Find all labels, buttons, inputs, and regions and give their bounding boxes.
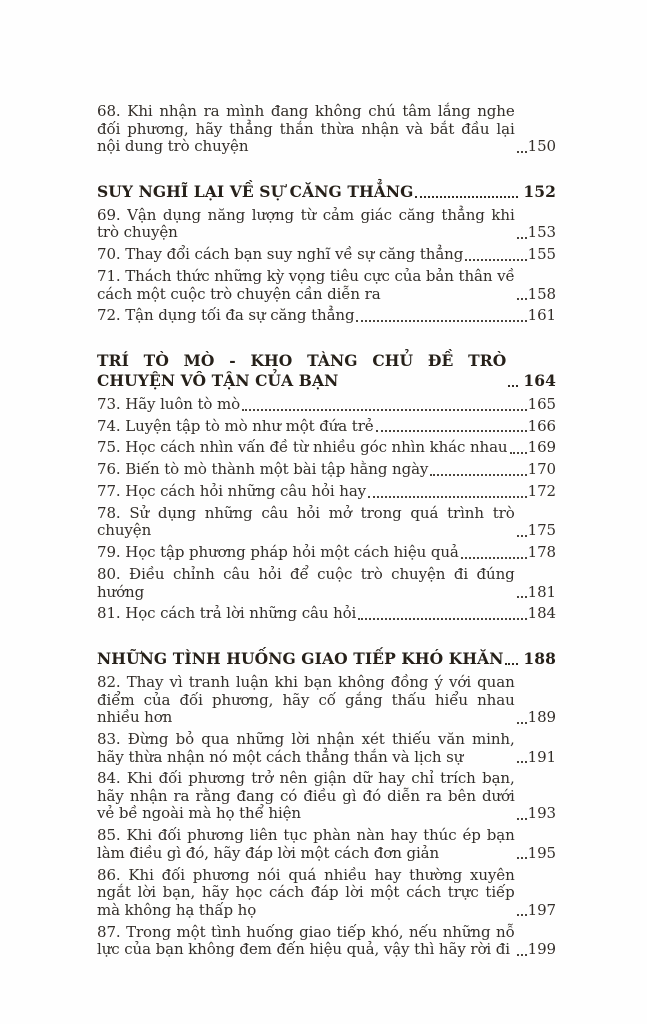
toc-entry-label: 70. Thay đổi cách bạn suy nghĩ về sự căng thẳng <box>97 245 464 264</box>
toc-section-page-number: 152 <box>523 181 556 201</box>
toc-entry <box>97 731 556 766</box>
toc-entry-label: 81. Học cách trả lời những câu hỏi <box>97 604 357 623</box>
toc-section <box>97 103 556 156</box>
toc-entry-label: 84. Khi đối phương trở nên giận dữ hay chỉ trích bạn, hãy nhận ra rằng đang có điều gì đó diễn ra bên dưới vẻ bề ngoài mà họ thể hiện <box>97 769 515 823</box>
toc-entry-label: 77. Học cách hỏi những câu hỏi hay <box>97 482 367 501</box>
toc-entry <box>97 268 556 303</box>
toc-entry-page-number: 199 <box>527 940 556 959</box>
toc-section-page-number: 188 <box>523 648 556 668</box>
toc-section-heading-label: NHỮNG TÌNH HUỐNG GIAO TIẾP KHÓ KHĂN <box>97 648 504 668</box>
toc-entry-label: 79. Học tập phương pháp hỏi một cách hiệu quả <box>97 543 459 562</box>
toc-entry-label: 87. Trong một tình huống giao tiếp khó, nếu những nỗ lực của bạn không đem đến hiệu quả, vậy thì hãy rời đi <box>97 922 515 959</box>
toc-entry <box>97 867 556 920</box>
dot-leader <box>415 196 518 198</box>
toc-entry-page-number: 150 <box>527 137 556 156</box>
toc-entry <box>97 827 556 862</box>
dot-leader <box>517 818 527 820</box>
toc-entry-page-number: 169 <box>527 438 556 457</box>
toc-entry <box>97 544 556 562</box>
toc-section-page-number: 164 <box>523 370 556 390</box>
dot-leader <box>517 151 527 153</box>
toc-entry-page-number: 165 <box>527 394 556 413</box>
toc-section-heading <box>97 351 556 391</box>
toc-entry-label: 68. Khi nhận ra mình đang không chú tâm lắng nghe đối phương, hãy thẳng thắn thừa nhận và bắt đầu lại nội dung trò chuyện <box>97 102 515 156</box>
dot-leader <box>517 761 527 763</box>
toc-entry <box>97 461 556 479</box>
dot-leader <box>358 618 526 620</box>
toc-entry-page-number: 191 <box>527 747 556 766</box>
toc-entry <box>97 439 556 457</box>
toc-entry-page-number: 197 <box>527 900 556 919</box>
toc-entry-page-number: 161 <box>527 306 556 325</box>
toc-entry-page-number: 170 <box>527 460 556 479</box>
toc-entry-page-number: 166 <box>527 416 556 435</box>
dot-leader <box>356 320 526 322</box>
dot-leader <box>465 259 526 261</box>
toc-entry-label: 73. Hãy luôn tò mò <box>97 394 241 413</box>
toc-entry-page-number: 184 <box>527 604 556 623</box>
table-of-contents <box>97 103 556 959</box>
dot-leader <box>510 452 527 454</box>
dot-leader <box>517 596 527 598</box>
toc-entry-label: 72. Tận dụng tối đa sự căng thẳng <box>97 306 355 325</box>
dot-leader <box>461 557 527 559</box>
toc-entry <box>97 770 556 823</box>
toc-entry-page-number: 189 <box>527 708 556 727</box>
toc-entry <box>97 246 556 264</box>
dot-leader <box>430 474 526 476</box>
dot-leader <box>517 857 527 859</box>
toc-entry-label: 86. Khi đối phương nói quá nhiều hay thường xuyên ngắt lời bạn, hãy học cách đáp lời một cách trực tiếp mà không hạ thấp họ <box>97 865 515 919</box>
toc-entry <box>97 924 556 959</box>
toc-entry <box>97 307 556 325</box>
dot-leader <box>242 409 527 411</box>
toc-section <box>97 649 556 959</box>
dot-leader <box>517 722 527 724</box>
toc-section-heading-label: TRÍ TÒ MÒ - KHO TÀNG CHỦ ĐỀ TRÒ CHUYỆN VÔ TẬN CỦA BẠN <box>97 350 507 390</box>
toc-entry-page-number: 155 <box>527 245 556 264</box>
toc-entry <box>97 396 556 414</box>
toc-entry-label: 71. Thách thức những kỳ vọng tiêu cực của bản thân về cách một cuộc trò chuyện cần diễn ra <box>97 266 515 303</box>
toc-entry-page-number: 153 <box>527 223 556 242</box>
dot-leader <box>505 663 518 665</box>
toc-entry-label: 85. Khi đối phương liên tục phàn nàn hay thúc ép bạn làm điều gì đó, hãy đáp lời một cách đơn giản <box>97 826 515 862</box>
toc-entry-label: 82. Thay vì tranh luận khi bạn không đồng ý với quan điểm của đối phương, hãy cố gắng thấu hiểu nhau nhiều hơn <box>97 672 515 727</box>
dot-leader <box>517 954 527 956</box>
toc-section-heading <box>97 182 556 202</box>
toc-entry <box>97 505 556 540</box>
toc-entry-label: 69. Vận dụng năng lượng từ cảm giác căng thẳng khi trò chuyện <box>97 205 515 242</box>
toc-section-heading <box>97 649 556 669</box>
toc-entry <box>97 483 556 501</box>
toc-entry-label: 78. Sử dụng những câu hỏi mở trong quá trình trò chuyện <box>97 503 515 540</box>
toc-entry-page-number: 178 <box>527 543 556 562</box>
dot-leader <box>517 914 527 916</box>
toc-entry-label: 76. Biến tò mò thành một bài tập hằng ngày <box>97 460 429 479</box>
toc-entry-page-number: 172 <box>527 482 556 501</box>
toc-entry <box>97 103 556 156</box>
dot-leader <box>376 430 527 432</box>
toc-entry-label: 75. Học cách nhìn vấn đề từ nhiều góc nhìn khác nhau <box>97 438 508 457</box>
toc-entry <box>97 566 556 601</box>
dot-leader <box>368 496 527 498</box>
toc-entry <box>97 674 556 727</box>
toc-entry <box>97 605 556 623</box>
toc-entry <box>97 207 556 242</box>
toc-section <box>97 182 556 325</box>
toc-section <box>97 351 556 623</box>
toc-entry-page-number: 195 <box>527 843 556 862</box>
dot-leader <box>517 298 527 300</box>
toc-entry-label: 83. Đừng bỏ qua những lời nhận xét thiếu văn minh, hãy thừa nhận nó một cách thẳng thắn và lịch sự <box>97 729 515 766</box>
dot-leader <box>508 385 518 387</box>
toc-section-heading-label: SUY NGHĨ LẠI VỀ SỰ CĂNG THẲNG <box>97 181 414 201</box>
dot-leader <box>517 535 527 537</box>
toc-entry <box>97 418 556 436</box>
toc-entry-page-number: 193 <box>527 804 556 823</box>
dot-leader <box>517 237 527 239</box>
toc-entry-label: 80. Điều chỉnh câu hỏi để cuộc trò chuyện đi đúng hướng <box>97 564 515 601</box>
toc-entry-label: 74. Luyện tập tò mò như một đứa trẻ <box>97 416 374 435</box>
toc-entry-page-number: 175 <box>527 521 556 540</box>
toc-entry-page-number: 158 <box>527 284 556 303</box>
toc-entry-page-number: 181 <box>527 582 556 601</box>
